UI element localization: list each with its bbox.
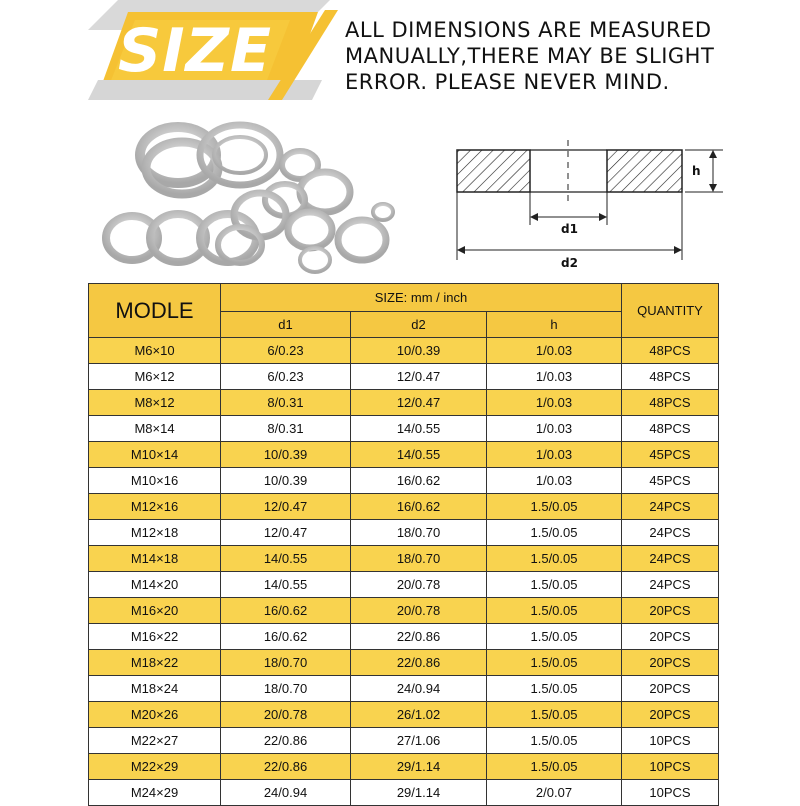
- quantity-cell: 45PCS: [622, 442, 719, 468]
- size-table: [88, 283, 718, 806]
- quantity-cell: 48PCS: [622, 338, 719, 364]
- d1-cell: 16/0.62: [221, 624, 351, 650]
- quantity-cell: 24PCS: [622, 572, 719, 598]
- d2-column-header: d2: [351, 312, 487, 338]
- table-row: [89, 702, 719, 728]
- quantity-header: QUANTITY: [622, 284, 719, 338]
- h-cell: 1.5/0.05: [487, 624, 622, 650]
- quantity-cell: 10PCS: [622, 728, 719, 754]
- d1-cell: 18/0.70: [221, 650, 351, 676]
- quantity-cell: 20PCS: [622, 676, 719, 702]
- h-label: h: [692, 164, 701, 178]
- d1-cell: 16/0.62: [221, 598, 351, 624]
- quantity-cell: 10PCS: [622, 780, 719, 806]
- model-cell: M12×16: [89, 494, 221, 520]
- table-row: [89, 572, 719, 598]
- d1-cell: 6/0.23: [221, 338, 351, 364]
- model-cell: M16×22: [89, 624, 221, 650]
- d2-cell: 12/0.47: [351, 364, 487, 390]
- measurement-notice: [345, 17, 795, 95]
- table-row: [89, 650, 719, 676]
- washers-photo: [100, 120, 400, 280]
- h-cell: 1/0.03: [487, 416, 622, 442]
- model-cell: M20×26: [89, 702, 221, 728]
- d2-cell: 22/0.86: [351, 650, 487, 676]
- d1-cell: 14/0.55: [221, 572, 351, 598]
- d2-cell: 29/1.14: [351, 780, 487, 806]
- d2-cell: 22/0.86: [351, 624, 487, 650]
- h-cell: 1/0.03: [487, 442, 622, 468]
- h-cell: 1.5/0.05: [487, 598, 622, 624]
- table-row: [89, 780, 719, 806]
- d2-cell: 10/0.39: [351, 338, 487, 364]
- table-row: [89, 546, 719, 572]
- table-row: [89, 494, 719, 520]
- model-cell: M8×14: [89, 416, 221, 442]
- d1-cell: 12/0.47: [221, 494, 351, 520]
- notice-line: ALL DIMENSIONS ARE MEASURED: [345, 18, 712, 42]
- h-cell: 1.5/0.05: [487, 494, 622, 520]
- model-cell: M10×16: [89, 468, 221, 494]
- table-row: [89, 338, 719, 364]
- model-cell: M18×22: [89, 650, 221, 676]
- d1-cell: 6/0.23: [221, 364, 351, 390]
- table-row: [89, 728, 719, 754]
- table-row: [89, 442, 719, 468]
- h-cell: 1.5/0.05: [487, 572, 622, 598]
- table-row: [89, 468, 719, 494]
- quantity-cell: 48PCS: [622, 390, 719, 416]
- d1-cell: 18/0.70: [221, 676, 351, 702]
- notice-line: ERROR. PLEASE NEVER MIND.: [345, 70, 670, 94]
- d2-cell: 18/0.70: [351, 546, 487, 572]
- size-header: SIZE: mm / inch: [221, 284, 622, 312]
- model-header: MODLE: [89, 284, 221, 338]
- d1-cell: 20/0.78: [221, 702, 351, 728]
- size-table-grid: [88, 283, 719, 806]
- d2-cell: 29/1.14: [351, 754, 487, 780]
- model-cell: M22×27: [89, 728, 221, 754]
- d1-column-header: d1: [221, 312, 351, 338]
- h-cell: 1.5/0.05: [487, 520, 622, 546]
- model-cell: M18×24: [89, 676, 221, 702]
- table-row: [89, 754, 719, 780]
- h-cell: 1.5/0.05: [487, 702, 622, 728]
- model-cell: M14×20: [89, 572, 221, 598]
- notice-line: MANUALLY,THERE MAY BE SLIGHT: [345, 44, 715, 68]
- quantity-cell: 48PCS: [622, 416, 719, 442]
- d1-cell: 8/0.31: [221, 390, 351, 416]
- diagram-drawing: [445, 130, 745, 280]
- table-row: [89, 598, 719, 624]
- h-cell: 1.5/0.05: [487, 650, 622, 676]
- model-cell: M22×29: [89, 754, 221, 780]
- d1-cell: 10/0.39: [221, 442, 351, 468]
- d2-cell: 27/1.06: [351, 728, 487, 754]
- quantity-cell: 20PCS: [622, 650, 719, 676]
- d2-cell: 12/0.47: [351, 390, 487, 416]
- h-cell: 1/0.03: [487, 390, 622, 416]
- model-cell: M16×20: [89, 598, 221, 624]
- d2-cell: 14/0.55: [351, 416, 487, 442]
- model-cell: M6×12: [89, 364, 221, 390]
- model-cell: M12×18: [89, 520, 221, 546]
- d1-cell: 10/0.39: [221, 468, 351, 494]
- quantity-cell: 20PCS: [622, 624, 719, 650]
- quantity-cell: 24PCS: [622, 546, 719, 572]
- washer-cross-section-diagram: [445, 130, 745, 280]
- size-table-body: [89, 338, 719, 806]
- d2-cell: 14/0.55: [351, 442, 487, 468]
- d2-cell: 24/0.94: [351, 676, 487, 702]
- size-banner: [0, 0, 800, 110]
- d1-cell: 24/0.94: [221, 780, 351, 806]
- h-cell: 1.5/0.05: [487, 728, 622, 754]
- d1-cell: 14/0.55: [221, 546, 351, 572]
- quantity-cell: 20PCS: [622, 702, 719, 728]
- model-cell: M10×14: [89, 442, 221, 468]
- d1-cell: 12/0.47: [221, 520, 351, 546]
- d2-label: d2: [561, 256, 578, 270]
- table-row: [89, 624, 719, 650]
- d1-cell: 22/0.86: [221, 754, 351, 780]
- quantity-cell: 10PCS: [622, 754, 719, 780]
- model-cell: M6×10: [89, 338, 221, 364]
- table-row: [89, 416, 719, 442]
- quantity-cell: 45PCS: [622, 468, 719, 494]
- table-row: [89, 364, 719, 390]
- h-cell: 1/0.03: [487, 364, 622, 390]
- h-cell: 1.5/0.05: [487, 676, 622, 702]
- h-cell: 1/0.03: [487, 338, 622, 364]
- d2-cell: 16/0.62: [351, 468, 487, 494]
- d2-cell: 26/1.02: [351, 702, 487, 728]
- quantity-cell: 24PCS: [622, 520, 719, 546]
- d1-label: d1: [561, 222, 578, 236]
- h-cell: 1/0.03: [487, 468, 622, 494]
- h-cell: 1.5/0.05: [487, 754, 622, 780]
- model-cell: M24×29: [89, 780, 221, 806]
- quantity-cell: 20PCS: [622, 598, 719, 624]
- d2-cell: 20/0.78: [351, 598, 487, 624]
- h-column-header: h: [487, 312, 622, 338]
- d2-cell: 18/0.70: [351, 520, 487, 546]
- model-cell: M14×18: [89, 546, 221, 572]
- size-title: SIZE: [118, 16, 273, 86]
- d1-cell: 8/0.31: [221, 416, 351, 442]
- d2-cell: 20/0.78: [351, 572, 487, 598]
- model-cell: M8×12: [89, 390, 221, 416]
- table-row: [89, 520, 719, 546]
- quantity-cell: 24PCS: [622, 494, 719, 520]
- table-row: [89, 676, 719, 702]
- h-cell: 1.5/0.05: [487, 546, 622, 572]
- d2-cell: 16/0.62: [351, 494, 487, 520]
- quantity-cell: 48PCS: [622, 364, 719, 390]
- d1-cell: 22/0.86: [221, 728, 351, 754]
- table-row: [89, 390, 719, 416]
- h-cell: 2/0.07: [487, 780, 622, 806]
